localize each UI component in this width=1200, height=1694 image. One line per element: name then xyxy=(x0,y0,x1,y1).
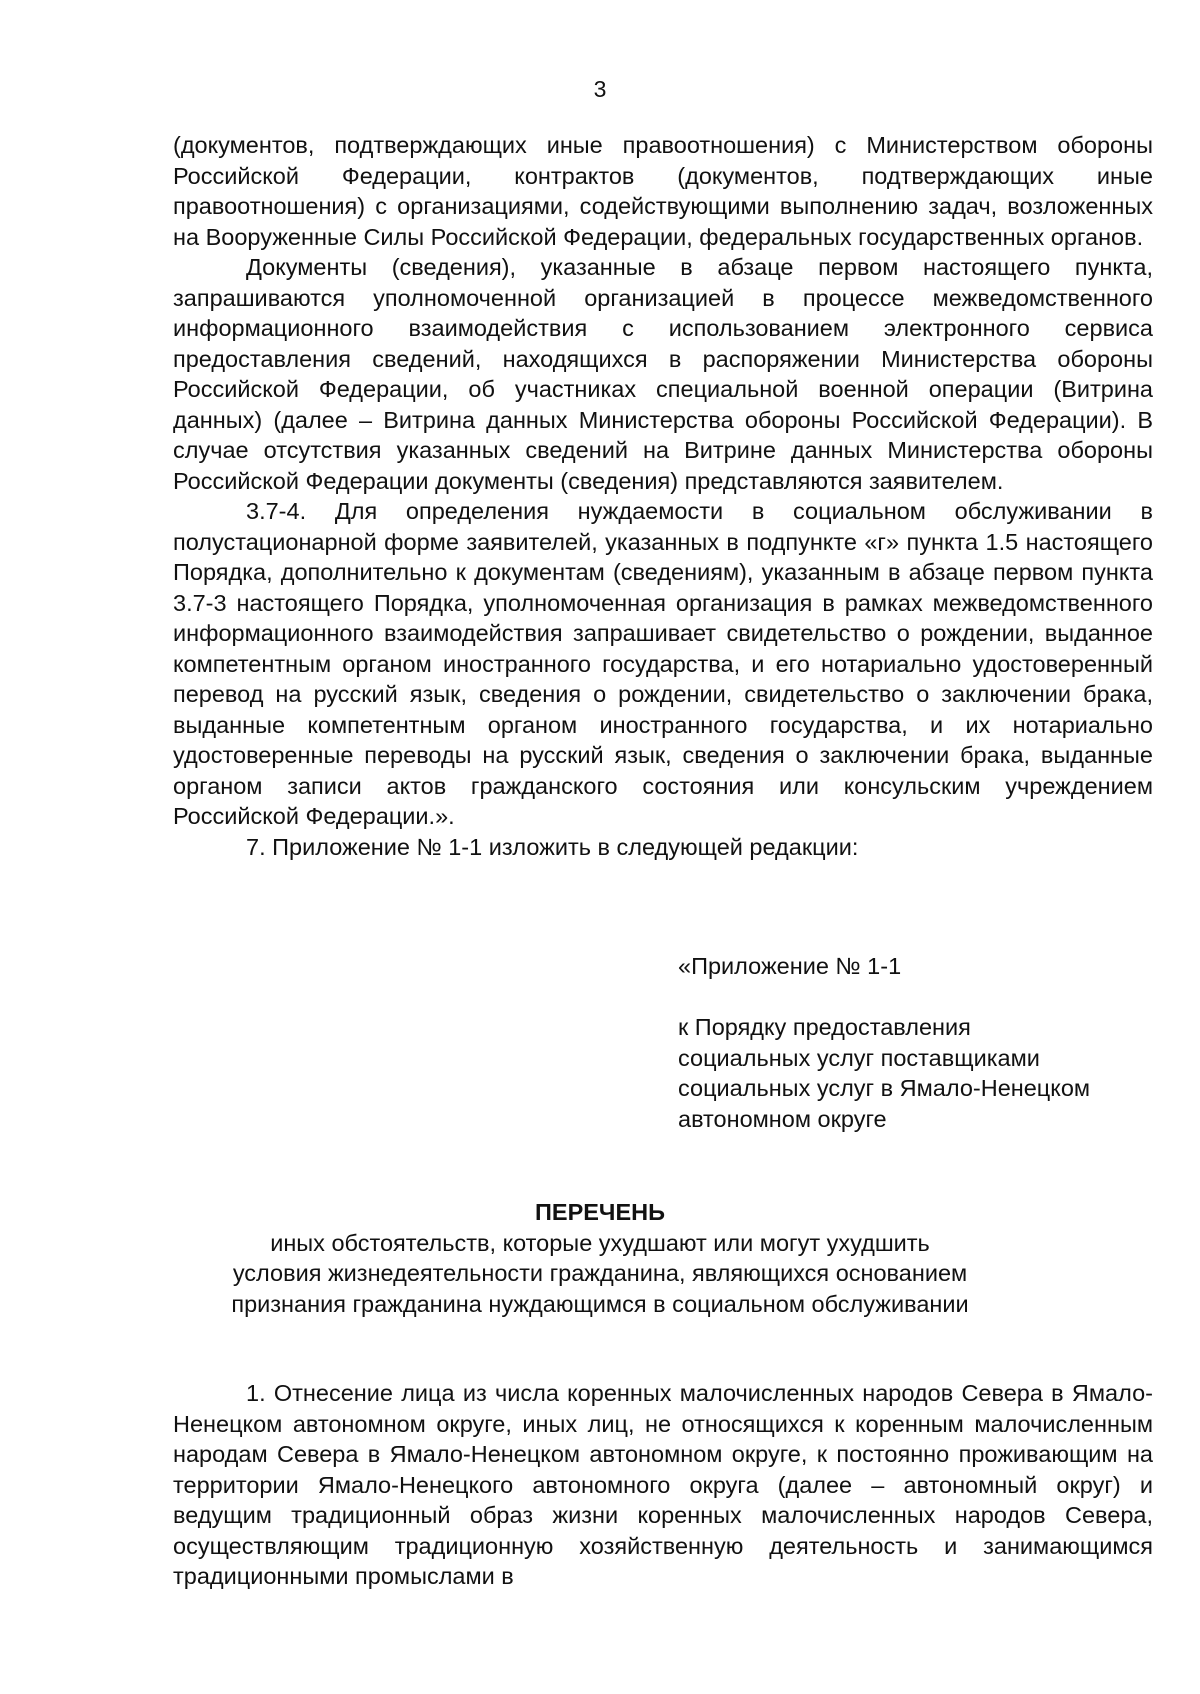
page-number: 3 xyxy=(593,76,607,102)
paragraph-item-1: 1. Отнесение лица из числа коренных малочисленных народов Севера в Ямало-Ненецком автономном округе, иных лиц, не относящихся к коренным малочисленным народам Севера в Ямало-Ненецком автономном округе, к постоянно проживающим на территории Ямало-Ненецкого автономного округа (далее – автономный округ) и ведущим традиционный образ жизни коренных малочисленных народов Севера, осуществляющим традиционную хозяйственную деятельность и занимающимся традиционными промыслами в xyxy=(173,1380,1153,1589)
paragraph-3-7-4: 3.7-4. Для определения нуждаемости в социальном обслуживании в полустационарной форме заявителей, указанных в подпункте «г» пункта 1.5 настоящего Порядка, дополнительно к документам (сведениям), указанным в абзаце первом пункта 3.7-3 настоящего Порядка, уполномоченная организация в рамках межведомственного информационного взаимодействия запрашивает свидетельство о рождении, выданное компетентным органом иностранного государства, и его нотариально удостоверенный перевод на русский язык, сведения о рождении, свидетельство о заключении брака, выданные компетентным органом иностранного государства, и их нотариально удостоверенные переводы на русский язык, сведения о заключении брака, выданные органом записи актов гражданского состояния или консульским учреждением Российской Федерации.». xyxy=(173,498,1153,829)
body-text-top xyxy=(173,130,1153,862)
paragraph-contracts-continuation: (документов, подтверждающих иные правоотношения) с Министерством обороны Российской Федерации, контрактов (документов, подтверждающих иные правоотношения) с организациями, содействующими выполнению задач, возложенных на Вооруженные Силы Российской Федерации, федеральных государственных органов. xyxy=(173,132,1153,250)
appendix-note-line: автономном округе xyxy=(678,1105,887,1132)
list-heading-subtitle-line: признания гражданина нуждающимся в социальном обслуживании xyxy=(231,1290,969,1317)
list-heading-subtitle-line: условия жизнедеятельности гражданина, являющихся основанием xyxy=(232,1260,968,1286)
list-heading-subtitle-line: иных обстоятельств, которые ухудшают или могут ухудшить xyxy=(270,1229,930,1256)
paragraph-documents-request: Документы (сведения), указанные в абзаце первом настоящего пункта, запрашиваются уполномоченной организацией в процессе межведомственного информационного взаимодействия с использованием электронного сервиса предоставления сведений, находящихся в распоряжении Министерства обороны Российской Федерации, об участниках специальной военной операции (Витрина данных) (далее – Витрина данных Министерства обороны Российской Федерации). В случае отсутствия указанных сведений на Витрине данных Министерства обороны Российской Федерации документы (сведения) представляются заявителем. xyxy=(173,254,1153,494)
appendix-title xyxy=(678,951,1178,982)
list-heading-title: ПЕРЕЧЕНЬ xyxy=(535,1199,665,1225)
appendix-note-line: социальных услуг в Ямало-Ненецком xyxy=(678,1075,1091,1101)
appendix-note xyxy=(678,1012,1178,1134)
paragraph-item-7: 7. Приложение № 1-1 изложить в следующей редакции: xyxy=(246,833,859,860)
appendix-note-line: к Порядку предоставления xyxy=(678,1014,971,1040)
appendix-note-line: социальных услуг поставщиками xyxy=(678,1044,1040,1071)
list-heading xyxy=(150,1197,1050,1319)
body-text-bottom xyxy=(173,1378,1153,1592)
appendix-title-text: «Приложение № 1-1 xyxy=(678,953,902,979)
